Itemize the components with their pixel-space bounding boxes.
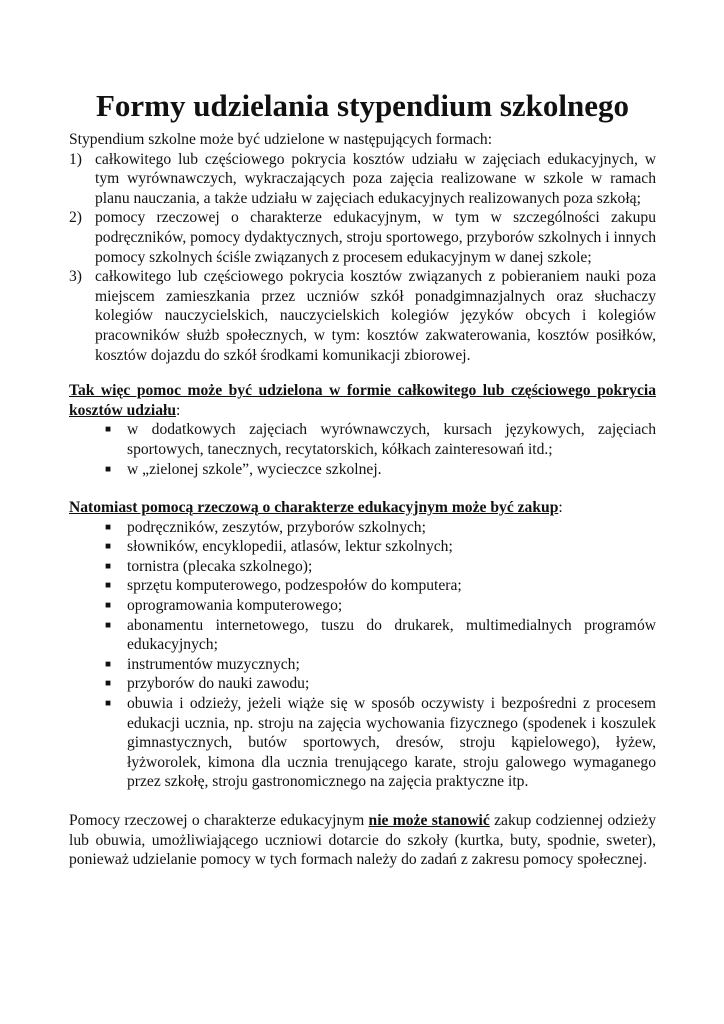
list-item — [69, 267, 656, 365]
item-text: podręczników, zeszytów, przyborów szkolnych; — [127, 518, 426, 536]
participation-list — [69, 420, 656, 479]
page-title: Formy udzielania stypendium szkolnego — [95, 88, 630, 123]
heading-suffix: : — [176, 401, 181, 419]
item-number: 1) — [69, 150, 82, 168]
list-item — [105, 518, 656, 538]
item-text: w dodatkowych zajęciach wyrównawczych, kursach językowych, zajęciach sportowych, tanecznych, recytatorskich, kółkach zainteresowań itd.; — [127, 421, 656, 458]
square-bullet-icon: ■ — [105, 619, 112, 631]
item-number: 3) — [69, 268, 82, 286]
square-bullet-icon: ■ — [105, 580, 112, 592]
list-item — [105, 460, 656, 480]
list-item — [69, 208, 656, 267]
item-text: całkowitego lub częściowego pokrycia kosztów związanych z pobieraniem nauki poza miejscem zamieszkania przez uczniów szkół ponadgimnazjalnych oraz słuchaczy kolegiów nauczycielskich, nauczycielskich kolegiów języków obcych i kolegiów pracowników służb społecznych, w tym: kosztów zakwaterowania, kosztów posiłków, kosztów dojazdu do szkół środkami komunikacji zbiorowej. — [95, 268, 656, 364]
list-item — [105, 537, 656, 557]
list-item — [105, 694, 656, 792]
heading-text: Natomiast pomocą rzeczową o charakterze edukacyjnym może być zakup — [69, 499, 559, 517]
item-number: 2) — [69, 209, 82, 227]
section-heading-material-aid — [69, 498, 656, 518]
item-text: przyborów do nauki zawodu; — [127, 675, 310, 693]
section-heading-participation — [69, 381, 656, 420]
item-text: instrumentów muzycznych; — [127, 655, 300, 673]
item-text: oprogramowania komputerowego; — [127, 597, 343, 615]
item-text: w „zielonej szkole”, wycieczce szkolnej. — [127, 460, 382, 478]
heading-text: Tak więc pomoc może być udzielona w formie całkowitego lub częściowego pokrycia kosztów udziału — [69, 382, 656, 419]
item-text: tornistra (plecaka szkolnego); — [127, 557, 313, 575]
forms-list — [69, 150, 656, 366]
item-text: sprzętu komputerowego, podzespołów do komputera; — [127, 577, 462, 595]
list-item — [105, 420, 656, 459]
square-bullet-icon: ■ — [105, 521, 112, 533]
material-aid-list — [69, 518, 656, 792]
list-item — [105, 596, 656, 616]
item-text: obuwia i odzieży, jeżeli wiąże się w sposób oczywisty i bezpośredni z procesem edukacji ucznia, np. stroju na zajęcia wychowania fizycznego (spodenek i koszulek gimnastycznych, butów sportowych, dresów, stroju kąpielowego), łyżew, łyżworolek, kimona dla ucznia trenującego karate, stroju galowego wymaganego przez szkołę, stroju gastronomicznego na zajęcia praktyczne itp. — [127, 695, 656, 791]
closing-text-before: Pomocy rzeczowej o charakterze edukacyjnym — [69, 812, 365, 829]
heading-suffix: : — [558, 499, 563, 517]
square-bullet-icon: ■ — [105, 541, 112, 553]
square-bullet-icon: ■ — [105, 424, 112, 436]
closing-emphasis: nie może stanowić — [368, 812, 490, 829]
closing-paragraph — [69, 811, 656, 870]
list-item — [105, 576, 656, 596]
closing-text-after: zakup codziennej odzieży lub obuwia, umożliwiającego uczniowi dotarcie do szkoły (kurtka, buty, spodnie, sweter), ponieważ udzielanie pomocy w tych formach należy do zadań z zakresu pomocy społecznej. — [69, 812, 656, 869]
item-text: pomocy rzeczowej o charakterze edukacyjnym, w tym w szczególności zakupu podręczników, pomocy dydaktycznych, stroju sportowego, przyborów szkolnych i innych pomocy szkolnych ściśle związanych z procesem edukacyjnym w danej szkole; — [95, 209, 656, 266]
square-bullet-icon: ■ — [105, 658, 112, 670]
square-bullet-icon: ■ — [105, 678, 112, 690]
item-text: słowników, encyklopedii, atlasów, lektur szkolnych; — [127, 538, 453, 556]
list-item — [105, 557, 656, 577]
list-item — [105, 616, 656, 655]
item-text: całkowitego lub częściowego pokrycia kosztów udziału w zajęciach edukacyjnych, w tym wyrównawczych, wykraczających poza zajęcia realizowane w szkole w ramach planu nauczania, a także udziału w zajęciach edukacyjnych realizowanych poza szkołą; — [95, 150, 656, 207]
square-bullet-icon: ■ — [105, 463, 112, 475]
square-bullet-icon: ■ — [105, 698, 112, 710]
list-item — [105, 655, 656, 675]
list-item — [69, 150, 656, 209]
list-item — [105, 674, 656, 694]
intro-text: Stypendium szkolne może być udzielone w następujących formach: — [69, 131, 493, 148]
item-text: abonamentu internetowego, tuszu do drukarek, multimedialnych programów edukacyjnych; — [127, 616, 656, 654]
square-bullet-icon: ■ — [105, 560, 112, 572]
square-bullet-icon: ■ — [105, 600, 112, 612]
